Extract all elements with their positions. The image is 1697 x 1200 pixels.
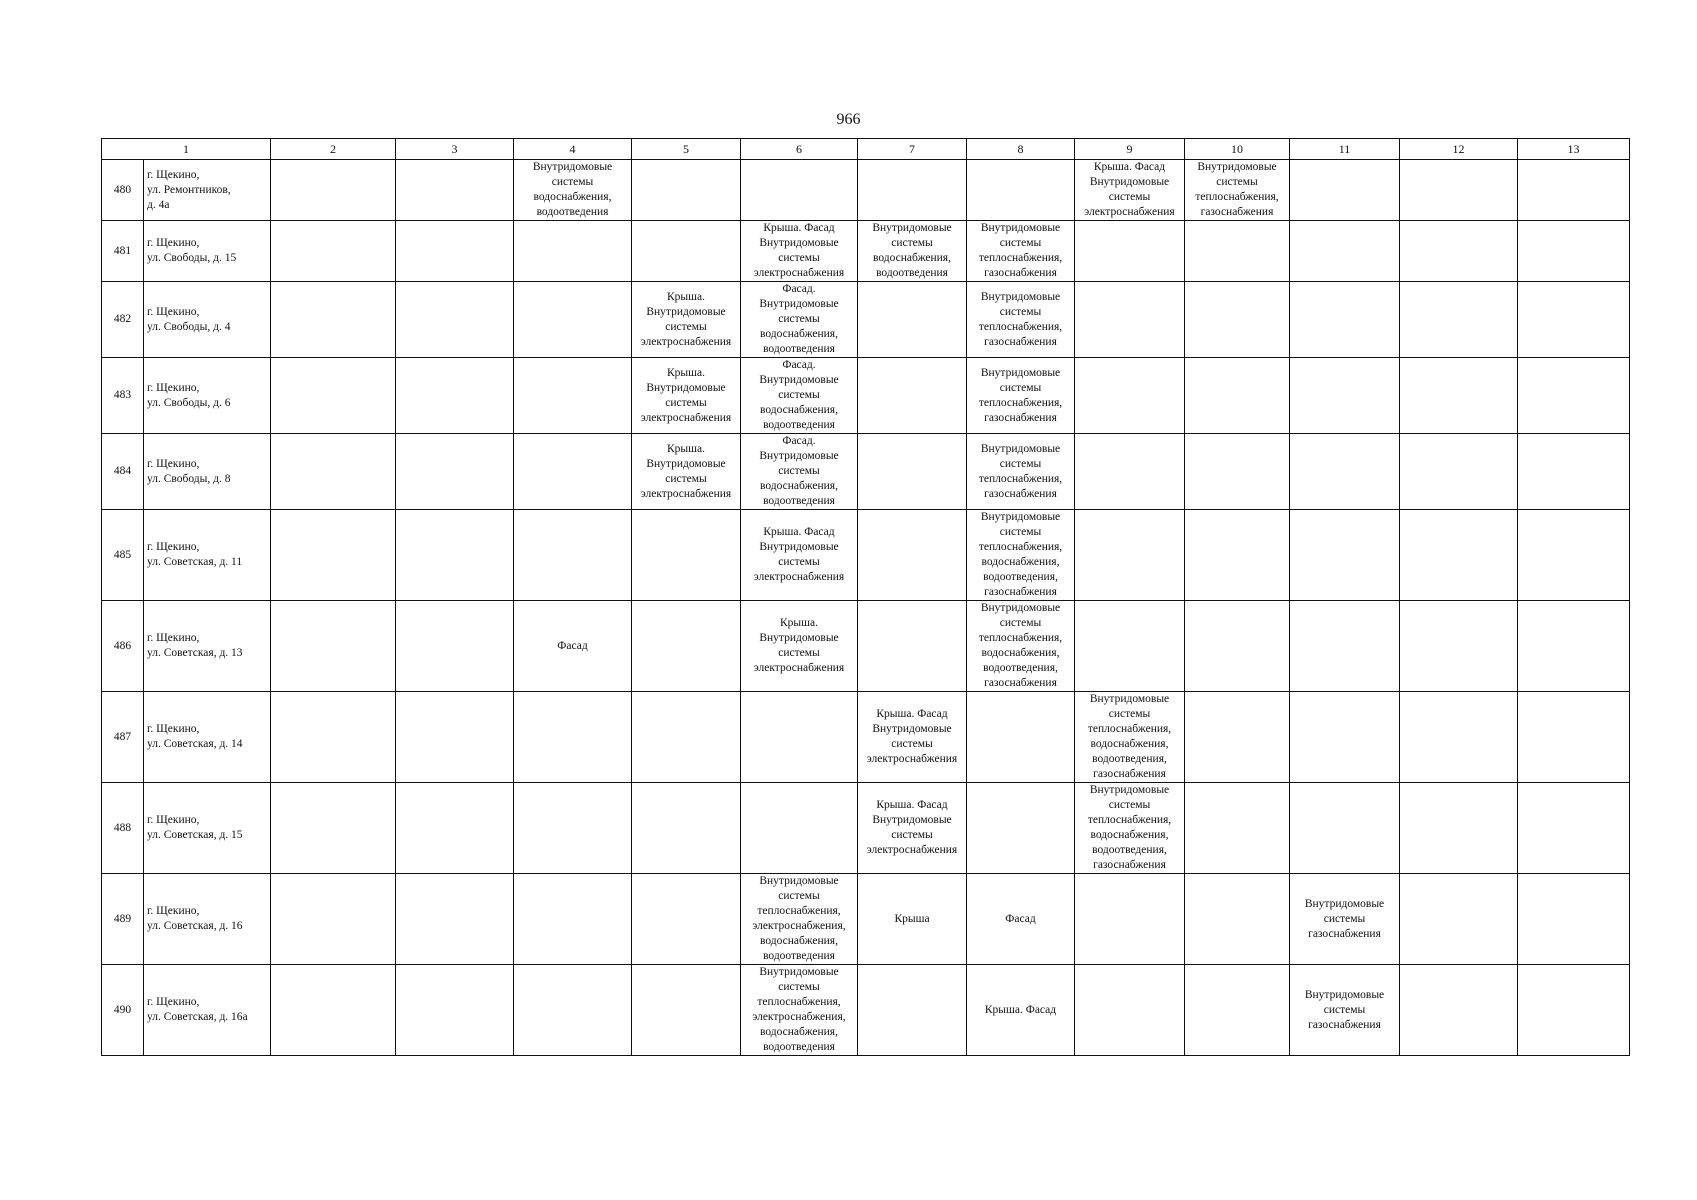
column-header: 7: [858, 139, 967, 160]
table-cell: [271, 783, 396, 874]
table-cell: [1518, 874, 1630, 965]
table-cell: [1290, 783, 1400, 874]
table-cell: Крыша: [858, 874, 967, 965]
column-header: 6: [741, 139, 858, 160]
table-cell: [1518, 221, 1630, 282]
table-cell: [1185, 434, 1290, 510]
table-cell: [967, 692, 1075, 783]
table-cell: [1185, 874, 1290, 965]
table-row: [102, 282, 1630, 358]
table-cell: Крыша. Внутридомовые системы электроснабжения: [632, 282, 741, 358]
table-cell: [514, 434, 632, 510]
table-cell: [632, 160, 741, 221]
table-cell: [858, 510, 967, 601]
table-cell: Внутридомовые системы теплоснабжения, газоснабжения: [967, 282, 1075, 358]
table-cell: [858, 601, 967, 692]
table-row: [102, 358, 1630, 434]
table-cell: [1518, 160, 1630, 221]
table-row: [102, 601, 1630, 692]
column-header: 4: [514, 139, 632, 160]
column-header: 8: [967, 139, 1075, 160]
row-number: 481: [102, 221, 144, 282]
table-cell: [1518, 601, 1630, 692]
table-row: [102, 692, 1630, 783]
table-cell: [1400, 874, 1518, 965]
repair-schedule-table: [101, 138, 1630, 1056]
table-row: [102, 160, 1630, 221]
column-header: 1: [102, 139, 271, 160]
row-number: 489: [102, 874, 144, 965]
table-cell: [1290, 358, 1400, 434]
table-cell: [514, 783, 632, 874]
row-number: 480: [102, 160, 144, 221]
address-cell: г. Щекино, ул. Свободы, д. 4: [144, 282, 271, 358]
table-cell: [514, 221, 632, 282]
table-cell: Внутридомовые системы газоснабжения: [1290, 965, 1400, 1056]
table-cell: [967, 783, 1075, 874]
table-cell: [271, 965, 396, 1056]
table-cell: [1185, 692, 1290, 783]
table-cell: [741, 160, 858, 221]
table-cell: [1518, 358, 1630, 434]
table-cell: [1400, 282, 1518, 358]
row-number: 484: [102, 434, 144, 510]
table-cell: [396, 434, 514, 510]
table-cell: [396, 965, 514, 1056]
table-cell: [1290, 282, 1400, 358]
table-row: [102, 965, 1630, 1056]
table-cell: Внутридомовые системы теплоснабжения, газоснабжения: [967, 434, 1075, 510]
table-cell: [1185, 601, 1290, 692]
table-cell: Крыша. Фасад: [967, 965, 1075, 1056]
table-cell: [1290, 160, 1400, 221]
table-cell: Внутридомовые системы теплоснабжения, газоснабжения: [1185, 160, 1290, 221]
table-cell: [1075, 965, 1185, 1056]
table-cell: Внутридомовые системы водоснабжения, водоотведения: [858, 221, 967, 282]
table-cell: [514, 965, 632, 1056]
column-header: 11: [1290, 139, 1400, 160]
table-cell: Крыша. Внутридомовые системы электроснабжения: [632, 358, 741, 434]
table-cell: [1400, 601, 1518, 692]
table-cell: [1185, 783, 1290, 874]
address-cell: г. Щекино, ул. Советская, д. 16а: [144, 965, 271, 1056]
column-header: 2: [271, 139, 396, 160]
table-cell: Внутридомовые системы теплоснабжения, газоснабжения: [967, 221, 1075, 282]
table-cell: [632, 692, 741, 783]
row-number: 482: [102, 282, 144, 358]
row-number: 486: [102, 601, 144, 692]
table-cell: [1185, 358, 1290, 434]
table-cell: Крыша. Фасад Внутридомовые системы электроснабжения: [741, 510, 858, 601]
table-cell: Фасад: [967, 874, 1075, 965]
table-cell: [741, 783, 858, 874]
table-cell: [1518, 282, 1630, 358]
address-cell: г. Щекино, ул. Свободы, д. 6: [144, 358, 271, 434]
table-cell: [632, 510, 741, 601]
table-cell: [271, 358, 396, 434]
table-cell: [1518, 783, 1630, 874]
table-cell: Фасад. Внутридомовые системы водоснабжения, водоотведения: [741, 434, 858, 510]
address-cell: г. Щекино, ул. Советская, д. 11: [144, 510, 271, 601]
column-header: 3: [396, 139, 514, 160]
table-cell: [396, 358, 514, 434]
row-number: 483: [102, 358, 144, 434]
table-cell: Внутридомовые системы теплоснабжения, водоснабжения, водоотведения, газоснабжения: [1075, 692, 1185, 783]
table-cell: Крыша. Фасад Внутридомовые системы электроснабжения: [1075, 160, 1185, 221]
table-cell: [271, 221, 396, 282]
table-cell: [1290, 601, 1400, 692]
table-cell: [1400, 965, 1518, 1056]
table-cell: [1075, 358, 1185, 434]
table-row: [102, 434, 1630, 510]
table-cell: [514, 692, 632, 783]
table-cell: Фасад: [514, 601, 632, 692]
table-cell: [514, 510, 632, 601]
table-cell: Внутридомовые системы теплоснабжения, водоснабжения, водоотведения, газоснабжения: [967, 510, 1075, 601]
column-header: 13: [1518, 139, 1630, 160]
table-cell: [1518, 510, 1630, 601]
table-cell: [271, 510, 396, 601]
table-cell: Крыша. Внутридомовые системы электроснабжения: [632, 434, 741, 510]
table-cell: [396, 783, 514, 874]
table-cell: [632, 221, 741, 282]
table-cell: Крыша. Фасад Внутридомовые системы электроснабжения: [741, 221, 858, 282]
table-cell: Внутридомовые системы теплоснабжения, электроснабжения, водоснабжения, водоотведения: [741, 874, 858, 965]
table-cell: [858, 282, 967, 358]
column-header: 12: [1400, 139, 1518, 160]
table-cell: [858, 434, 967, 510]
table-cell: Внутридомовые системы газоснабжения: [1290, 874, 1400, 965]
address-cell: г. Щекино, ул. Ремонтников, д. 4а: [144, 160, 271, 221]
table-cell: [1290, 692, 1400, 783]
table-cell: [741, 692, 858, 783]
table-cell: [271, 434, 396, 510]
address-cell: г. Щекино, ул. Свободы, д. 8: [144, 434, 271, 510]
table-cell: [967, 160, 1075, 221]
table-cell: [271, 282, 396, 358]
table-cell: [1185, 282, 1290, 358]
table-cell: [396, 510, 514, 601]
table-cell: [632, 601, 741, 692]
table-cell: Внутридомовые системы теплоснабжения, газоснабжения: [967, 358, 1075, 434]
table-row: [102, 783, 1630, 874]
table-cell: [271, 692, 396, 783]
table-cell: [396, 874, 514, 965]
table-cell: [396, 692, 514, 783]
table-cell: Внутридомовые системы водоснабжения, водоотведения: [514, 160, 632, 221]
table-cell: [632, 783, 741, 874]
table-cell: [1400, 692, 1518, 783]
column-header: 10: [1185, 139, 1290, 160]
table-cell: [1075, 434, 1185, 510]
table-cell: [271, 601, 396, 692]
address-cell: г. Щекино, ул. Советская, д. 15: [144, 783, 271, 874]
table-cell: [1185, 510, 1290, 601]
table-cell: Фасад. Внутридомовые системы водоснабжения, водоотведения: [741, 358, 858, 434]
table-cell: [858, 965, 967, 1056]
table-cell: [858, 160, 967, 221]
row-number: 485: [102, 510, 144, 601]
table-cell: [858, 358, 967, 434]
table-cell: [1400, 358, 1518, 434]
table-cell: [514, 358, 632, 434]
table-cell: [396, 221, 514, 282]
table-cell: [396, 601, 514, 692]
table-cell: Крыша. Фасад Внутридомовые системы электроснабжения: [858, 692, 967, 783]
table-cell: Крыша. Фасад Внутридомовые системы электроснабжения: [858, 783, 967, 874]
row-number: 488: [102, 783, 144, 874]
table-cell: [1075, 282, 1185, 358]
table-cell: [632, 965, 741, 1056]
table-cell: [1290, 221, 1400, 282]
address-cell: г. Щекино, ул. Советская, д. 14: [144, 692, 271, 783]
table-row: [102, 874, 1630, 965]
header-row: [102, 139, 1630, 160]
table-cell: [271, 160, 396, 221]
column-header: 9: [1075, 139, 1185, 160]
table-cell: [1400, 783, 1518, 874]
column-header: 5: [632, 139, 741, 160]
table-cell: [396, 282, 514, 358]
table-cell: [1075, 221, 1185, 282]
table-cell: [1400, 221, 1518, 282]
table-cell: [1075, 874, 1185, 965]
table-cell: [1400, 510, 1518, 601]
table-cell: [1075, 510, 1185, 601]
table-cell: [1400, 434, 1518, 510]
table-cell: [1290, 434, 1400, 510]
table-cell: [1185, 965, 1290, 1056]
table-cell: [1290, 510, 1400, 601]
table-cell: [1185, 221, 1290, 282]
table-cell: Внутридомовые системы теплоснабжения, водоснабжения, водоотведения, газоснабжения: [1075, 783, 1185, 874]
table-cell: [514, 282, 632, 358]
row-number: 490: [102, 965, 144, 1056]
address-cell: г. Щекино, ул. Советская, д. 13: [144, 601, 271, 692]
address-cell: г. Щекино, ул. Свободы, д. 15: [144, 221, 271, 282]
table-cell: [632, 874, 741, 965]
table-cell: Внутридомовые системы теплоснабжения, водоснабжения, водоотведения, газоснабжения: [967, 601, 1075, 692]
table-cell: Фасад. Внутридомовые системы водоснабжения, водоотведения: [741, 282, 858, 358]
table-cell: [271, 874, 396, 965]
table-cell: [1400, 160, 1518, 221]
page-number: 966: [836, 111, 861, 128]
table-row: [102, 221, 1630, 282]
row-number: 487: [102, 692, 144, 783]
table-cell: [1075, 601, 1185, 692]
address-cell: г. Щекино, ул. Советская, д. 16: [144, 874, 271, 965]
table-cell: Внутридомовые системы теплоснабжения, электроснабжения, водоснабжения, водоотведения: [741, 965, 858, 1056]
table-cell: [1518, 965, 1630, 1056]
table-row: [102, 510, 1630, 601]
table-cell: [1518, 692, 1630, 783]
table-cell: Крыша. Внутридомовые системы электроснабжения: [741, 601, 858, 692]
table-cell: [1518, 434, 1630, 510]
table-cell: [514, 874, 632, 965]
table-cell: [396, 160, 514, 221]
